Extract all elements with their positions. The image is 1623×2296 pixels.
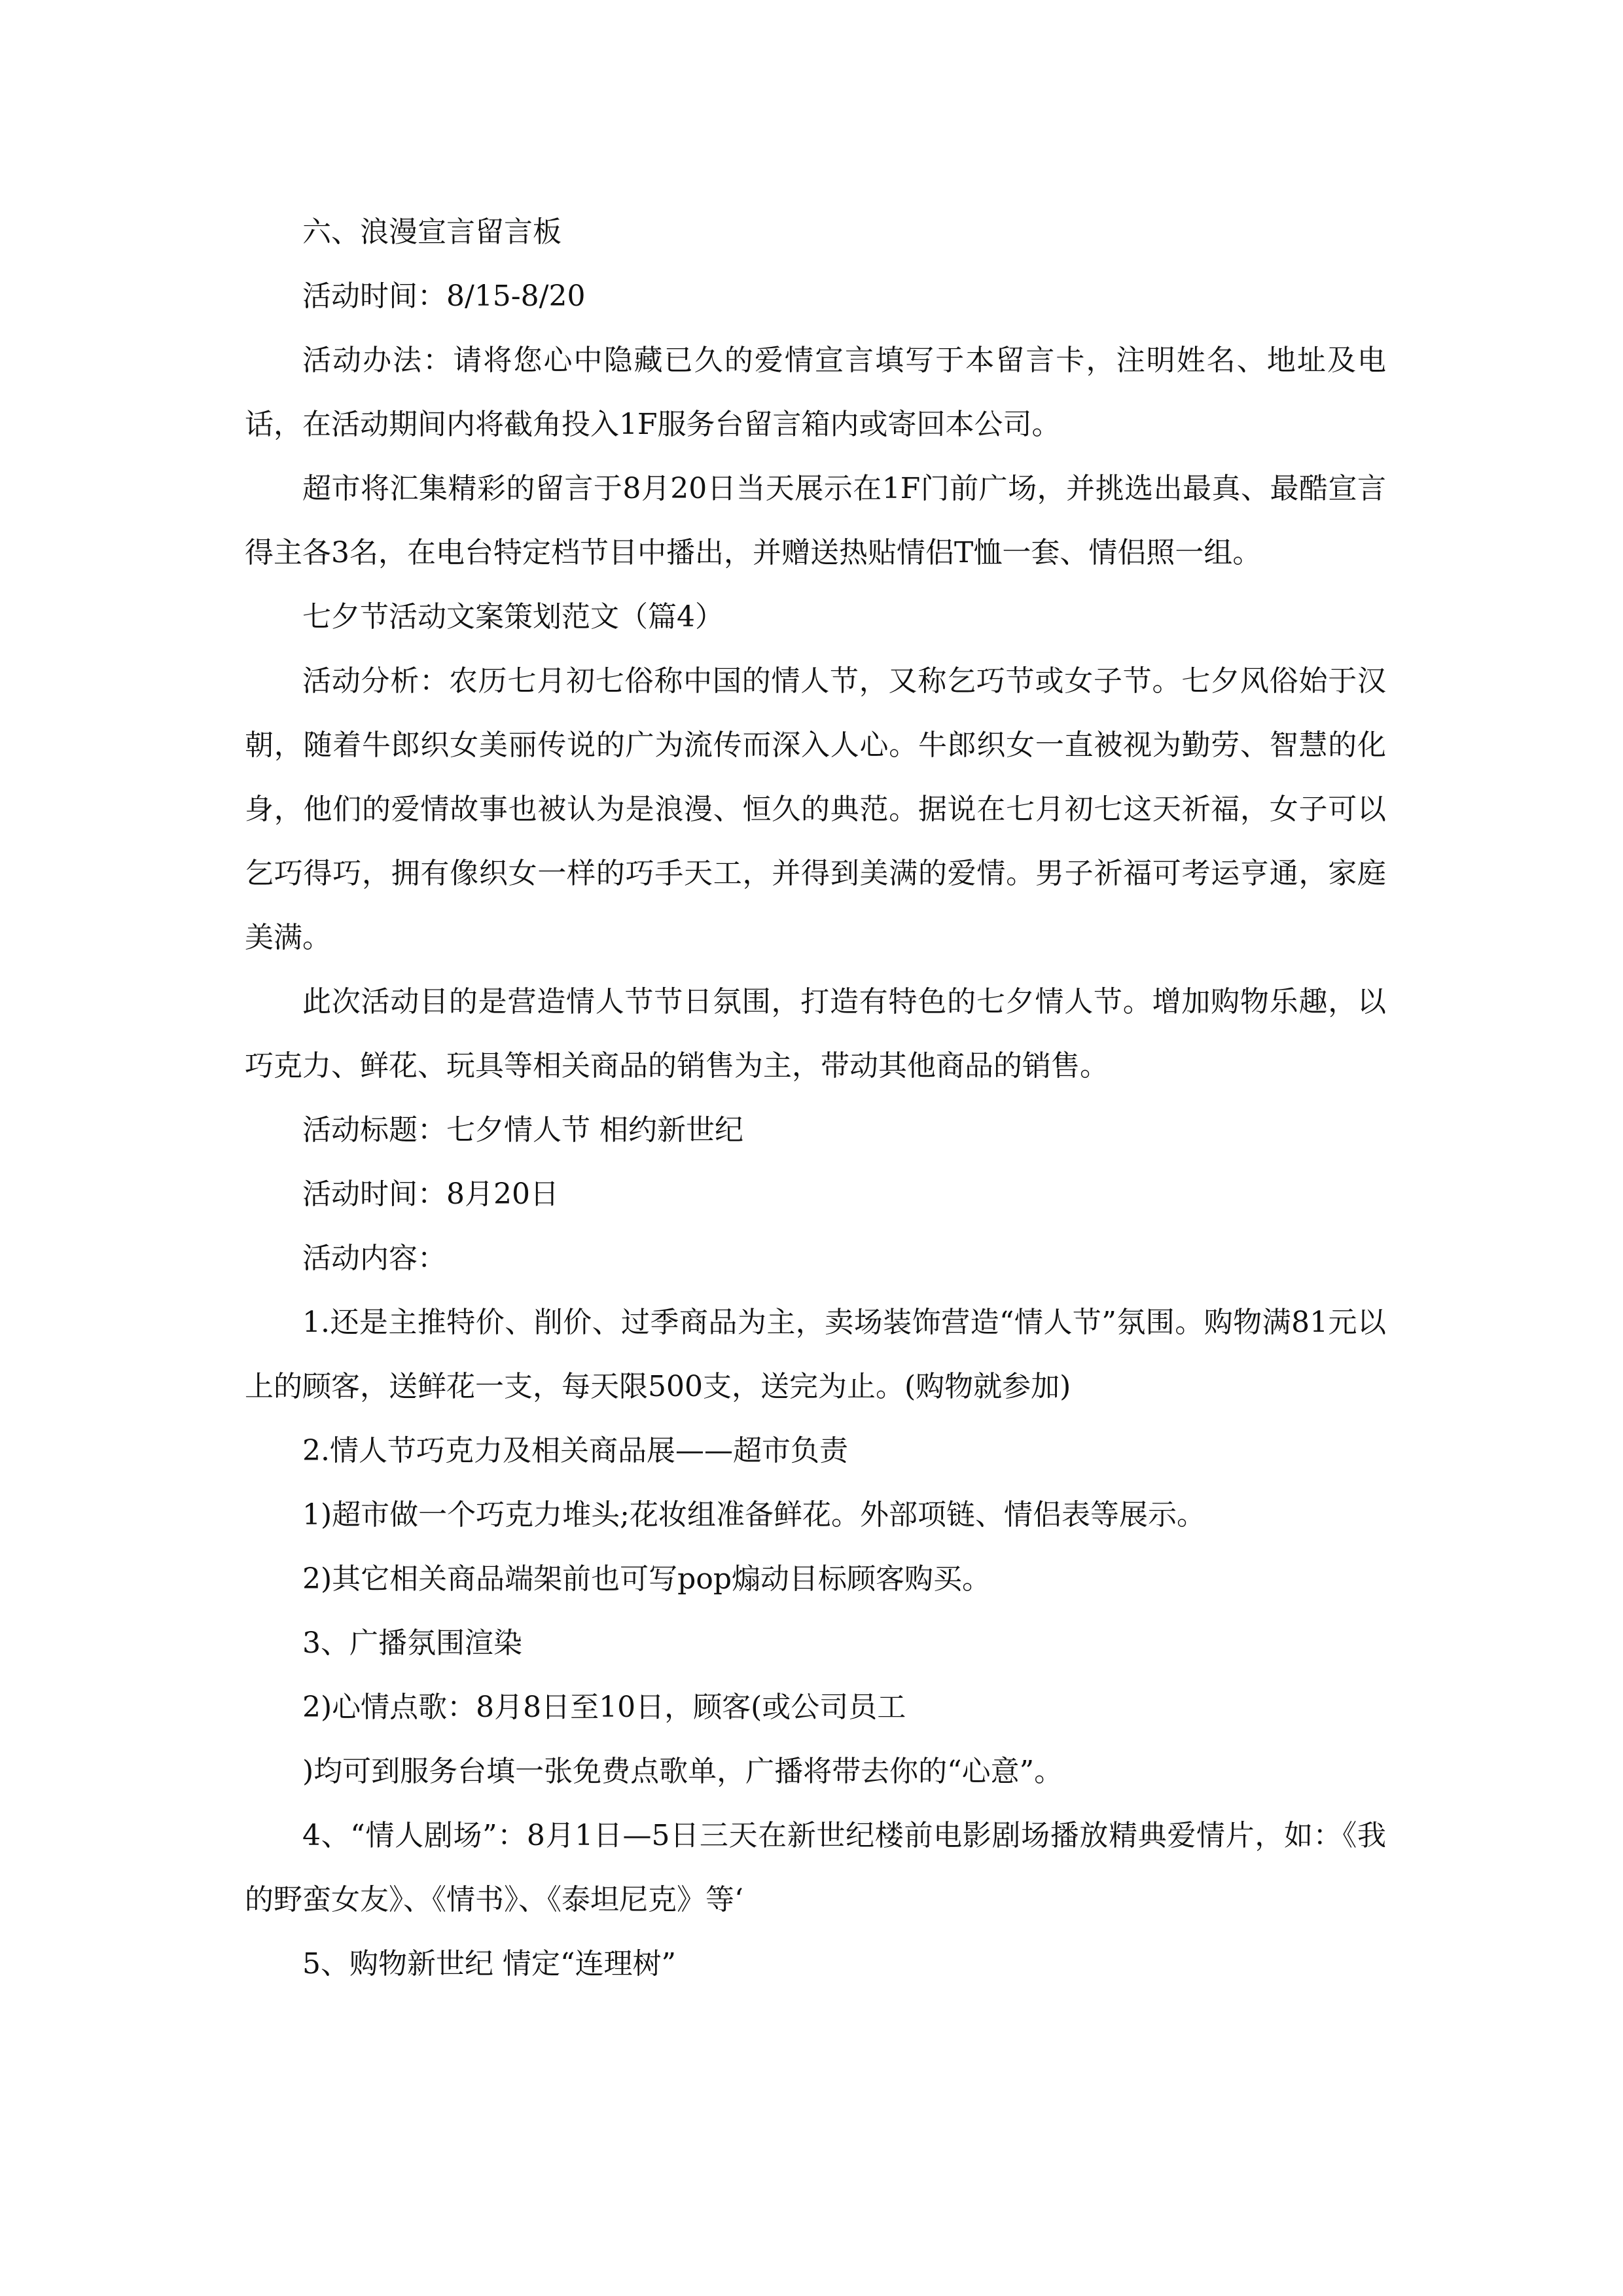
list-item: 4、“情人剧场”：8月1日—5日三天在新世纪楼前电影剧场播放精典爱情片，如：《我的野蛮女友》、《情书》、《泰坦尼克》等‘ [245,1819,1386,1916]
list-item: 1)超市做一个巧克力堆头;花妆组准备鲜花。外部项链、情侣表等展示。 [302,1498,1205,1532]
document-body [245,200,1386,1996]
paragraph: 活动分析：农历七月初七俗称中国的情人节，又称乞巧节或女子节。七夕风俗始于汉朝，随着牛郎织女美丽传说的广为流传而深入人心。牛郎织女一直被视为勤劳、智慧的化身，他们的爱情故事也被认为是浪漫、恒久的典范。据说在七月初七这天祈福，女子可以乞巧得巧，拥有像织女一样的巧手天工，并得到美满的爱情。男子祈福可考运亨通，家庭美满。 [245,664,1386,954]
activity-content-heading: 活动内容： [302,1242,446,1275]
list-item: 2)其它相关商品端架前也可写pop煽动目标顾客购买。 [302,1562,991,1596]
list-item: 1.还是主推特价、削价、过季商品为主，卖场装饰营造“情人节”氛围。购物满81元以上的顾客，送鲜花一支，每天限500支，送完为止。(购物就参加) [245,1306,1386,1403]
section-heading: 六、浪漫宣言留言板 [302,215,562,249]
list-item: 2)心情点歌：8月8日至10日，顾客(或公司员工 [302,1691,906,1724]
paragraph: 此次活动目的是营造情人节节日氛围，打造有特色的七夕情人节。增加购物乐趣，以巧克力、鲜花、玩具等相关商品的销售为主，带动其他商品的销售。 [245,985,1386,1083]
list-item: 5、购物新世纪 情定“连理树” [302,1947,676,1981]
list-item: )均可到服务台填一张免费点歌单，广播将带去你的“心意”。 [302,1755,1063,1788]
activity-title: 活动标题：七夕情人节 相约新世纪 [302,1113,743,1147]
list-item: 3、广播氛围渲染 [302,1626,522,1660]
list-item: 2.情人节巧克力及相关商品展——超市负责 [302,1434,848,1467]
activity-time: 活动时间：8/15-8/20 [302,279,586,313]
article-title: 七夕节活动文案策划范文（篇4） [302,600,724,634]
paragraph: 活动办法：请将您心中隐藏已久的爱情宣言填写于本留言卡，注明姓名、地址及电话，在活动期间内将截角投入1F服务台留言箱内或寄回本公司。 [245,344,1386,441]
activity-time: 活动时间：8月20日 [302,1177,559,1211]
paragraph: 超市将汇集精彩的留言于8月20日当天展示在1F门前广场，并挑选出最真、最酷宣言得主各3名，在电台特定档节目中播出，并赠送热贴情侣T恤一套、情侣照一组。 [245,472,1386,569]
